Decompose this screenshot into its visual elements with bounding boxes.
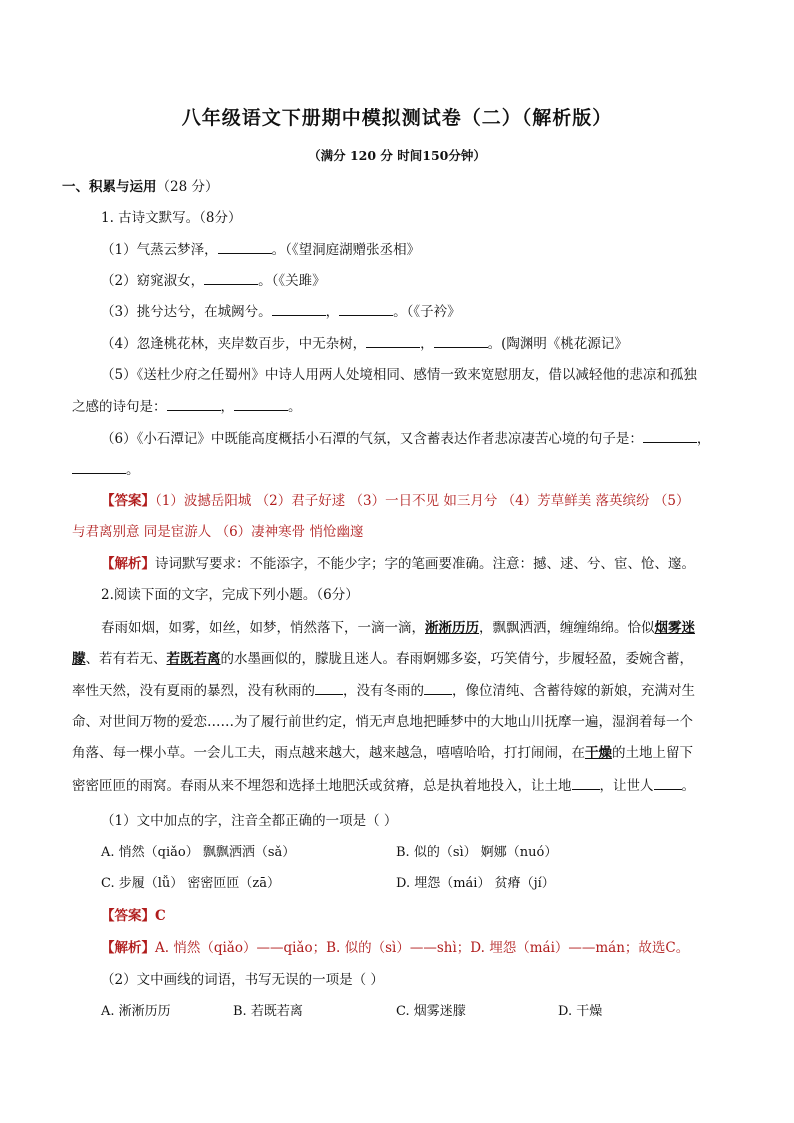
q1-item-4: （4）忽逢桃花林，夹岸数百步，中无杂树， ， 。(陶渊明《桃花源记》 [101, 333, 628, 354]
q2-passage-line6: 密密匝匝的雨窝。春雨从来不埋怨和选择土地肥沃或贫瘠，总是执着地投入，让土地 ，让世人 。 [72, 775, 695, 796]
q2-sub2-option-c: C. 烟雾迷朦 [396, 1004, 466, 1019]
q1-item-6-line1: （6）《小石潭记》中既能高度概括小石潭的气氛，又含蓄表达作者悲凉凄苦心境的句子是： ， [101, 428, 710, 449]
underlined-word: 朦 [72, 651, 86, 667]
q1-item-5-line1: （5）《送杜少府之任蜀州》中诗人用两人处境相同、感情一致来宽慰朋友，借以减轻他的悲凉和孤独 [101, 367, 697, 383]
q2-sub1-analysis: 【解析】A. 悄然（qiǎo）——qiǎo；B. 似的（sì）——shì；D. 埋怨（mái）——mán；故选C。 [101, 940, 690, 956]
q2-passage-line1: 春雨如烟，如雾，如丝，如梦，悄然落下，一滴一滴，淅淅历历，飘飘洒洒，缠缠绵绵。恰似烟雾迷 [101, 620, 695, 636]
q2-sub1-option-c: C. 步履（lǚ） 密密匝匝（zā） [101, 876, 281, 891]
q1-item-6-line2: 。 [72, 459, 140, 480]
q2-passage-line5: 角落、每一棵小草。一会儿工夫，雨点越来越大，越来越急，嘻嘻哈哈，打打闹闹，在干燥的土地上留下 [72, 745, 693, 761]
q1-answer-line1: 【答案】（1）波撼岳阳城 （2）君子好逑 （3）一日不见 如三月兮 （4）芳草鲜美 落英缤纷 （5） [101, 493, 690, 509]
underlined-word: 若既若离 [166, 651, 221, 667]
q2-passage-line3: 率性天然，没有夏雨的暴烈，没有秋雨的 ，没有冬雨的 ，像位清纯、含蓄待嫁的新娘，充满对生 [72, 680, 695, 701]
q2-prompt: 2.阅读下面的文字，完成下列小题。（6分） [101, 587, 359, 603]
answer-blank [654, 775, 682, 790]
answer-blank [339, 301, 393, 316]
q1-answer-line2: 与君离别意 同是宦游人 （6）凄神寒骨 悄怆幽邃 [72, 524, 364, 540]
underlined-word: 烟雾迷 [654, 620, 695, 636]
q1-item-5-line2: 之感的诗句是： ， 。 [72, 396, 302, 417]
q1-prompt: 1. 古诗文默写。（8分） [101, 210, 242, 226]
page-title: 八年级语文下册期中模拟测试卷（二）（解析版） [181, 107, 613, 129]
q2-sub2-option-d: D. 干燥 [558, 1004, 603, 1019]
answer-blank [218, 239, 272, 254]
answer-blank [315, 680, 343, 695]
q2-sub1-option-d: D. 埋怨（mái） 贫瘠（jí） [396, 876, 555, 891]
analysis-label: 【解析】 [101, 556, 155, 572]
q2-sub1-answer: 【答案】C [101, 908, 166, 924]
answer-blank [572, 775, 600, 790]
q1-item-2: （2）窈窕淑女， 。（《关雎》 [101, 270, 326, 291]
analysis-label: 【解析】 [101, 940, 155, 956]
section-heading: 一、积累与运用（28 分） [62, 179, 219, 195]
underlined-word: 淅淅历历 [425, 620, 479, 636]
q2-sub1-option-b: B. 似的（sì） 婀娜（nuó） [396, 845, 558, 860]
q2-sub1-option-a: A. 悄然（qiǎo） 飘飘洒洒（sǎ） [101, 845, 296, 860]
q2-sub2-option-a: A. 淅淅历历 [101, 1004, 171, 1019]
answer-blank [424, 680, 452, 695]
answer-label: 【答案】 [101, 493, 155, 509]
q2-passage-line2: 朦、若有若无、若既若离的水墨画似的，朦胧且迷人。春雨婀娜多姿，巧笑倩兮，步履轻盈，委婉含蓄， [72, 651, 693, 667]
q1-item-3: （3）挑兮达兮，在城阙兮。 ， 。（《子衿》 [101, 301, 461, 322]
q1-item-1: （1）气蒸云梦泽， 。（《望洞庭湖赠张丞相》 [101, 239, 420, 260]
answer-blank [204, 270, 258, 285]
answer-blank [366, 333, 420, 348]
answer-blank [434, 333, 488, 348]
q2-passage-line4: 命、对世间万物的爱恋……为了履行前世约定，悄无声息地把睡梦中的大地山川抚摩一遍，湿润着每一个 [72, 714, 693, 730]
answer-label: 【答案】 [101, 908, 155, 924]
q1-analysis: 【解析】诗词默写要求：不能添字，不能少字；字的笔画要准确。注意：撼、逑、兮、宦、怆、邃。 [101, 556, 695, 572]
answer-blank [234, 396, 288, 411]
q2-sub2-prompt: （2）文中画线的词语，书写无误的一项是（ ） [101, 972, 384, 988]
answer-blank [272, 301, 326, 316]
underlined-word: 干燥 [585, 745, 612, 761]
q2-sub1-prompt: （1）文中加点的字，注音全都正确的一项是（ ） [101, 813, 398, 829]
answer-blank [72, 459, 126, 474]
page-subtitle: （满分 120 分 时间150分钟） [308, 148, 486, 163]
answer-blank [167, 396, 221, 411]
q2-sub2-option-b: B. 若既若离 [233, 1004, 303, 1019]
answer-blank [643, 428, 697, 443]
